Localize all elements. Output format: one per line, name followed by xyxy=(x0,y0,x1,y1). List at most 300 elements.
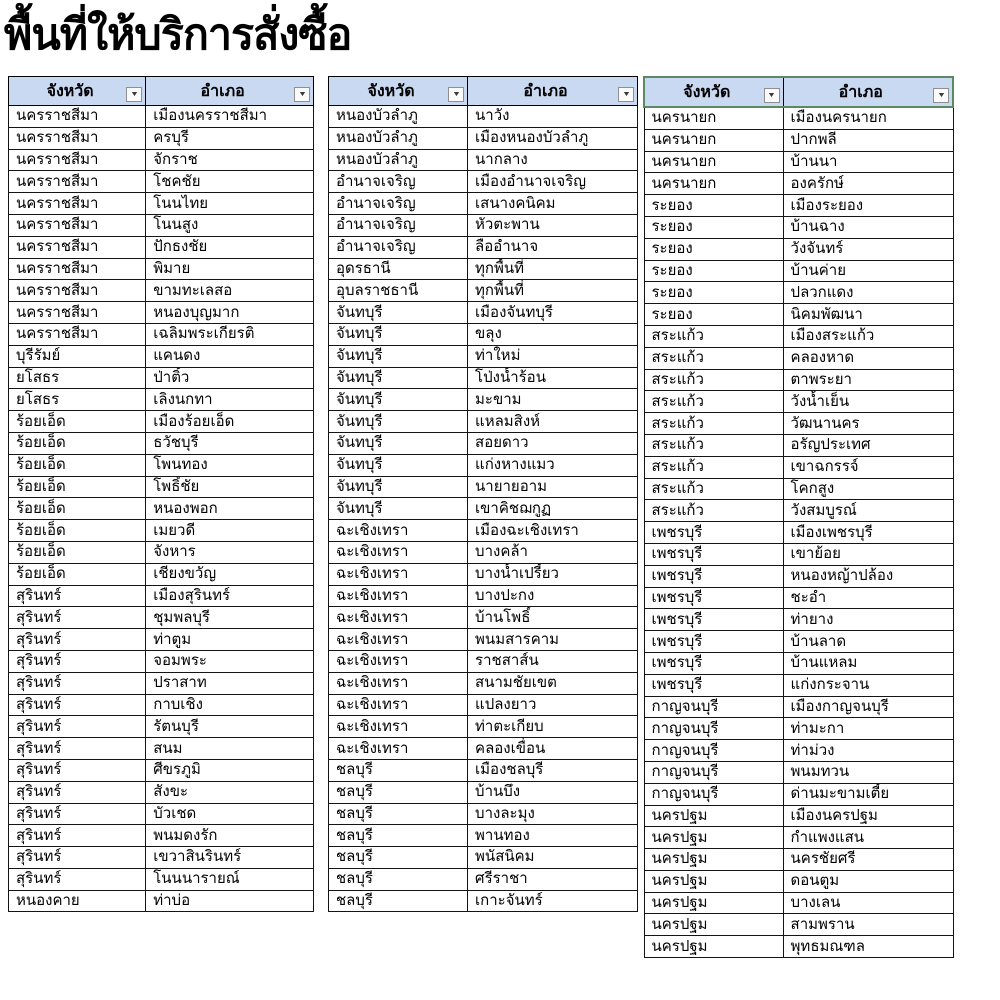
cell-province: ชลบุรี xyxy=(329,759,468,781)
table-row xyxy=(9,411,314,433)
cell-district: ศรีราชา xyxy=(468,868,638,890)
cell-district: บางละมุง xyxy=(468,803,638,825)
table-row xyxy=(329,694,638,716)
table-row xyxy=(9,389,314,411)
cell-district: หนองหญ้าปล้อง xyxy=(783,565,953,587)
cell-district: ทุกพื้นที่ xyxy=(468,258,638,280)
filter-dropdown-button[interactable] xyxy=(448,87,464,102)
table-row xyxy=(329,149,638,171)
cell-district: อรัญประเทศ xyxy=(783,434,953,456)
cell-province: ฉะเชิงเทรา xyxy=(329,738,468,760)
table-row xyxy=(9,563,314,585)
cell-district: เขาฉกรรจ์ xyxy=(783,456,953,478)
cell-province: นครราชสีมา xyxy=(9,302,146,324)
cell-district: ดอนตูม xyxy=(783,870,953,892)
cell-district: ชะอำ xyxy=(783,587,953,609)
cell-district: คลองหาด xyxy=(783,347,953,369)
table-row xyxy=(329,847,638,869)
cell-province: ชลบุรี xyxy=(329,847,468,869)
cell-district: พิมาย xyxy=(146,258,314,280)
table-row xyxy=(329,214,638,236)
cell-province: นครราชสีมา xyxy=(9,236,146,258)
table-row xyxy=(9,345,314,367)
cell-province: จันทบุรี xyxy=(329,476,468,498)
table-row xyxy=(329,607,638,629)
cell-province: สุรินทร์ xyxy=(9,868,146,890)
cell-district: หนองพอก xyxy=(146,498,314,520)
column-header-province-label: จังหวัด xyxy=(367,82,415,100)
table-row xyxy=(329,476,638,498)
cell-province: ชลบุรี xyxy=(329,868,468,890)
cell-district: ด่านมะขามเตี้ย xyxy=(783,783,953,805)
cell-province: นครราชสีมา xyxy=(9,214,146,236)
chevron-down-icon: ▼ xyxy=(936,92,946,99)
table-row xyxy=(329,345,638,367)
cell-province: กาญจนบุรี xyxy=(644,740,783,762)
cell-province: ระยอง xyxy=(644,216,783,238)
cell-district: แปลงยาว xyxy=(468,694,638,716)
table-row xyxy=(644,304,953,326)
cell-province: หนองคาย xyxy=(9,890,146,912)
filter-dropdown-button[interactable] xyxy=(294,87,310,102)
cell-district: ปากพลี xyxy=(783,129,953,151)
cell-province: สระแก้ว xyxy=(644,391,783,413)
table-row xyxy=(9,825,314,847)
filter-dropdown-button[interactable] xyxy=(126,87,142,102)
cell-province: เพชรบุรี xyxy=(644,522,783,544)
cell-district: เมยวดี xyxy=(146,520,314,542)
cell-district: คลองเขื่อน xyxy=(468,738,638,760)
cell-district: เลิงนกทา xyxy=(146,389,314,411)
cell-province: ยโสธร xyxy=(9,367,146,389)
cell-province: ระยอง xyxy=(644,304,783,326)
filter-dropdown-button[interactable] xyxy=(764,88,780,103)
cell-district: โนนไทย xyxy=(146,193,314,215)
table-row xyxy=(9,498,314,520)
cell-province: อำนาจเจริญ xyxy=(329,236,468,258)
cell-province: ยโสธร xyxy=(9,389,146,411)
cell-district: พนัสนิคม xyxy=(468,847,638,869)
table-row xyxy=(9,171,314,193)
cell-province: เพชรบุรี xyxy=(644,652,783,674)
cell-province: จันทบุรี xyxy=(329,302,468,324)
cell-province: นครราชสีมา xyxy=(9,127,146,149)
cell-district: ขามทะเลสอ xyxy=(146,280,314,302)
cell-district: จังหาร xyxy=(146,541,314,563)
cell-province: จันทบุรี xyxy=(329,389,468,411)
cell-province: หนองบัวลำภู xyxy=(329,106,468,128)
cell-province: กาญจนบุรี xyxy=(644,718,783,740)
table-row xyxy=(329,411,638,433)
table-row xyxy=(9,585,314,607)
table-row xyxy=(9,106,314,128)
cell-district: ลืออำนาจ xyxy=(468,236,638,258)
table-row xyxy=(644,761,953,783)
cell-province: ชลบุรี xyxy=(329,890,468,912)
cell-district: นายายอาม xyxy=(468,476,638,498)
cell-district: เมืองหนองบัวลำภู xyxy=(468,127,638,149)
cell-province: นครราชสีมา xyxy=(9,258,146,280)
table-body xyxy=(9,106,314,912)
table-row xyxy=(9,541,314,563)
table-row xyxy=(329,432,638,454)
cell-district: โชคชัย xyxy=(146,171,314,193)
cell-district: แก่งกระจาน xyxy=(783,674,953,696)
cell-province: ระยอง xyxy=(644,238,783,260)
cell-district: ท่ายาง xyxy=(783,609,953,631)
cell-province: เพชรบุรี xyxy=(644,631,783,653)
table-row xyxy=(9,650,314,672)
table-body xyxy=(329,106,638,912)
cell-province: นครราชสีมา xyxy=(9,149,146,171)
cell-province: กาญจนบุรี xyxy=(644,783,783,805)
cell-province: นครปฐม xyxy=(644,827,783,849)
cell-district: เขาคิชฌกูฏ xyxy=(468,498,638,520)
table-row xyxy=(644,260,953,282)
table-row xyxy=(329,672,638,694)
cell-district: พนมสารคาม xyxy=(468,629,638,651)
cell-district: เฉลิมพระเกียรติ xyxy=(146,323,314,345)
cell-district: หัวตะพาน xyxy=(468,214,638,236)
cell-district: เมืองอำนาจเจริญ xyxy=(468,171,638,193)
cell-province: สุรินทร์ xyxy=(9,650,146,672)
filter-dropdown-button[interactable] xyxy=(933,88,949,103)
table-row xyxy=(9,672,314,694)
table-row xyxy=(644,892,953,914)
table-row xyxy=(329,803,638,825)
table-row xyxy=(644,456,953,478)
cell-province: ฉะเชิงเทรา xyxy=(329,650,468,672)
cell-province: นครราชสีมา xyxy=(9,193,146,215)
cell-district: องครักษ์ xyxy=(783,173,953,195)
table-row xyxy=(644,914,953,936)
cell-province: สระแก้ว xyxy=(644,413,783,435)
province-district-table-3 xyxy=(643,76,954,958)
cell-district: เชียงขวัญ xyxy=(146,563,314,585)
column-header-district-label: อำเภอ xyxy=(838,83,883,101)
column-header-district xyxy=(783,77,953,107)
table-row xyxy=(9,781,314,803)
table-row xyxy=(644,587,953,609)
cell-district: นากลาง xyxy=(468,149,638,171)
cell-province: สระแก้ว xyxy=(644,478,783,500)
header-row xyxy=(329,77,638,106)
cell-district: ปราสาท xyxy=(146,672,314,694)
chevron-down-icon: ▼ xyxy=(767,92,777,99)
cell-district: เมืองนครนายก xyxy=(783,107,953,129)
table-row xyxy=(644,173,953,195)
cell-district: เขาย้อย xyxy=(783,543,953,565)
table-row xyxy=(644,151,953,173)
cell-district: ปักธงชัย xyxy=(146,236,314,258)
cell-province: นครราชสีมา xyxy=(9,171,146,193)
table-row xyxy=(9,890,314,912)
cell-province: ร้อยเอ็ด xyxy=(9,432,146,454)
cell-province: ร้อยเอ็ด xyxy=(9,411,146,433)
table-row xyxy=(329,520,638,542)
cell-district: พนมดงรัก xyxy=(146,825,314,847)
cell-province: จันทบุรี xyxy=(329,345,468,367)
cell-district: บางปะกง xyxy=(468,585,638,607)
table-row xyxy=(644,631,953,653)
cell-district: บางเลน xyxy=(783,892,953,914)
filter-dropdown-button[interactable] xyxy=(618,87,634,102)
cell-province: เพชรบุรี xyxy=(644,543,783,565)
table-row xyxy=(329,563,638,585)
table-row xyxy=(644,870,953,892)
table-row xyxy=(644,347,953,369)
cell-district: เมืองสระแก้ว xyxy=(783,325,953,347)
table-row xyxy=(9,520,314,542)
table-row xyxy=(9,149,314,171)
table-row xyxy=(644,652,953,674)
cell-district: พุทธมณฑล xyxy=(783,936,953,958)
cell-province: ฉะเชิงเทรา xyxy=(329,563,468,585)
cell-province: ร้อยเอ็ด xyxy=(9,520,146,542)
cell-province: สุรินทร์ xyxy=(9,585,146,607)
cell-province: นครนายก xyxy=(644,151,783,173)
cell-province: ระยอง xyxy=(644,260,783,282)
cell-district: ราชสาส์น xyxy=(468,650,638,672)
cell-province: นครปฐม xyxy=(644,805,783,827)
cell-district: แคนดง xyxy=(146,345,314,367)
cell-district: ป่าติ้ว xyxy=(146,367,314,389)
cell-district: โพนทอง xyxy=(146,454,314,476)
cell-district: วัฒนานคร xyxy=(783,413,953,435)
table-row xyxy=(644,522,953,544)
cell-district: สอยดาว xyxy=(468,432,638,454)
table-row xyxy=(9,629,314,651)
cell-district: เมืองสุรินทร์ xyxy=(146,585,314,607)
cell-district: เมืองนครปฐม xyxy=(783,805,953,827)
table-row xyxy=(9,432,314,454)
cell-province: สุรินทร์ xyxy=(9,738,146,760)
table-row xyxy=(9,367,314,389)
cell-province: สุรินทร์ xyxy=(9,716,146,738)
cell-district: ชุมพลบุรี xyxy=(146,607,314,629)
table-row xyxy=(644,827,953,849)
cell-district: เมืองกาญจนบุรี xyxy=(783,696,953,718)
cell-district: พานทอง xyxy=(468,825,638,847)
table-row xyxy=(644,391,953,413)
table-row xyxy=(9,607,314,629)
table-row xyxy=(329,323,638,345)
cell-province: จันทบุรี xyxy=(329,498,468,520)
cell-district: แก่งหางแมว xyxy=(468,454,638,476)
table-row xyxy=(329,781,638,803)
table-row xyxy=(9,716,314,738)
cell-district: เมืองนครราชสีมา xyxy=(146,106,314,128)
table-row xyxy=(9,759,314,781)
column-header-district-label: อำเภอ xyxy=(200,82,245,100)
table-row xyxy=(329,650,638,672)
table-row xyxy=(329,825,638,847)
cell-district: ท่าตะเกียบ xyxy=(468,716,638,738)
column-header-province-label: จังหวัด xyxy=(46,82,94,100)
cell-province: ฉะเชิงเทรา xyxy=(329,672,468,694)
table-row xyxy=(644,216,953,238)
cell-district: เมืองจันทบุรี xyxy=(468,302,638,324)
table-row xyxy=(644,565,953,587)
table-row xyxy=(329,258,638,280)
cell-district: หนองบุญมาก xyxy=(146,302,314,324)
cell-province: ฉะเชิงเทรา xyxy=(329,520,468,542)
cell-province: จันทบุรี xyxy=(329,323,468,345)
cell-district: ปลวกแดง xyxy=(783,282,953,304)
column-header-province xyxy=(9,77,146,106)
table-row xyxy=(644,238,953,260)
table-row xyxy=(644,609,953,631)
province-district-table-2 xyxy=(328,76,638,912)
cell-province: สระแก้ว xyxy=(644,456,783,478)
cell-district: วังสมบูรณ์ xyxy=(783,500,953,522)
cell-district: จักราช xyxy=(146,149,314,171)
table-row xyxy=(644,936,953,958)
table-row xyxy=(329,302,638,324)
cell-province: สุรินทร์ xyxy=(9,607,146,629)
cell-province: สระแก้ว xyxy=(644,434,783,456)
cell-district: ตาพระยา xyxy=(783,369,953,391)
column-header-district xyxy=(468,77,638,106)
cell-province: บุรีรัมย์ xyxy=(9,345,146,367)
cell-province: ชลบุรี xyxy=(329,803,468,825)
cell-district: มะขาม xyxy=(468,389,638,411)
table-row xyxy=(329,106,638,128)
cell-province: ร้อยเอ็ด xyxy=(9,498,146,520)
cell-district: จอมพระ xyxy=(146,650,314,672)
table-row xyxy=(329,389,638,411)
cell-province: ร้อยเอ็ด xyxy=(9,563,146,585)
cell-province: อำนาจเจริญ xyxy=(329,214,468,236)
column-header-province xyxy=(329,77,468,106)
table-row xyxy=(644,718,953,740)
cell-province: ระยอง xyxy=(644,282,783,304)
cell-province: หนองบัวลำภู xyxy=(329,127,468,149)
cell-province: ร้อยเอ็ด xyxy=(9,476,146,498)
table-row xyxy=(329,629,638,651)
table-row xyxy=(329,716,638,738)
table-row xyxy=(329,236,638,258)
cell-province: สระแก้ว xyxy=(644,347,783,369)
cell-province: เพชรบุรี xyxy=(644,565,783,587)
cell-district: ขลุง xyxy=(468,323,638,345)
cell-district: เกาะจันทร์ xyxy=(468,890,638,912)
table-row xyxy=(329,759,638,781)
cell-district: ธวัชบุรี xyxy=(146,432,314,454)
table-row xyxy=(644,674,953,696)
cell-district: ท่าตูม xyxy=(146,629,314,651)
table-row xyxy=(9,694,314,716)
table-row xyxy=(9,193,314,215)
table-row xyxy=(9,258,314,280)
cell-province: นครนายก xyxy=(644,129,783,151)
table-row xyxy=(329,454,638,476)
table-row xyxy=(9,454,314,476)
cell-district: กำแพงแสน xyxy=(783,827,953,849)
cell-province: นครนายก xyxy=(644,173,783,195)
cell-province: สุรินทร์ xyxy=(9,694,146,716)
cell-province: นครนายก xyxy=(644,107,783,129)
cell-province: นครราชสีมา xyxy=(9,280,146,302)
header-row xyxy=(644,77,953,107)
cell-province: ฉะเชิงเทรา xyxy=(329,716,468,738)
table-row xyxy=(329,367,638,389)
table-row xyxy=(329,193,638,215)
cell-district: เมืองร้อยเอ็ด xyxy=(146,411,314,433)
cell-district: ศีขรภูมิ xyxy=(146,759,314,781)
cell-district: นาวัง xyxy=(468,106,638,128)
cell-district: โนนนารายณ์ xyxy=(146,868,314,890)
cell-province: สุรินทร์ xyxy=(9,825,146,847)
table-row xyxy=(644,434,953,456)
table-row xyxy=(9,847,314,869)
cell-province: นครปฐม xyxy=(644,914,783,936)
table-row xyxy=(644,195,953,217)
cell-district: ครบุรี xyxy=(146,127,314,149)
cell-province: ฉะเชิงเทรา xyxy=(329,541,468,563)
cell-district: บ้านลาด xyxy=(783,631,953,653)
cell-province: ฉะเชิงเทรา xyxy=(329,694,468,716)
table-row xyxy=(9,302,314,324)
table-row xyxy=(329,738,638,760)
cell-province: สุรินทร์ xyxy=(9,629,146,651)
table-row xyxy=(9,127,314,149)
cell-province: นครปฐม xyxy=(644,892,783,914)
cell-district: สามพราน xyxy=(783,914,953,936)
cell-district: บ้านค่าย xyxy=(783,260,953,282)
table-row xyxy=(644,849,953,871)
cell-district: ท่าม่วง xyxy=(783,740,953,762)
cell-province: นครราชสีมา xyxy=(9,323,146,345)
cell-district: เขวาสินรินทร์ xyxy=(146,847,314,869)
table-row xyxy=(9,280,314,302)
cell-district: แหลมสิงห์ xyxy=(468,411,638,433)
chevron-down-icon: ▼ xyxy=(297,91,307,98)
chevron-down-icon: ▼ xyxy=(621,91,631,98)
cell-province: สุรินทร์ xyxy=(9,781,146,803)
chevron-down-icon: ▼ xyxy=(129,91,139,98)
cell-province: ชลบุรี xyxy=(329,781,468,803)
cell-district: เมืองชลบุรี xyxy=(468,759,638,781)
chevron-down-icon: ▼ xyxy=(451,91,461,98)
cell-district: โคกสูง xyxy=(783,478,953,500)
table-row xyxy=(644,543,953,565)
cell-district: บ้านบึง xyxy=(468,781,638,803)
table-row xyxy=(9,738,314,760)
cell-district: บ้านแหลม xyxy=(783,652,953,674)
cell-district: เมืองเพชรบุรี xyxy=(783,522,953,544)
table-row xyxy=(329,868,638,890)
table-row xyxy=(644,413,953,435)
table-row xyxy=(9,236,314,258)
cell-province: สระแก้ว xyxy=(644,369,783,391)
cell-district: วังจันทร์ xyxy=(783,238,953,260)
table-row xyxy=(9,868,314,890)
cell-province: ร้อยเอ็ด xyxy=(9,541,146,563)
table-row xyxy=(644,500,953,522)
cell-province: ฉะเชิงเทรา xyxy=(329,629,468,651)
table-row xyxy=(329,127,638,149)
table-row xyxy=(644,325,953,347)
table-row xyxy=(329,585,638,607)
cell-district: วังน้ำเย็น xyxy=(783,391,953,413)
cell-province: นครปฐม xyxy=(644,870,783,892)
table-row xyxy=(9,214,314,236)
column-header-province-label: จังหวัด xyxy=(683,83,731,101)
cell-province: สุรินทร์ xyxy=(9,672,146,694)
cell-district: รัตนบุรี xyxy=(146,716,314,738)
table-row xyxy=(644,282,953,304)
